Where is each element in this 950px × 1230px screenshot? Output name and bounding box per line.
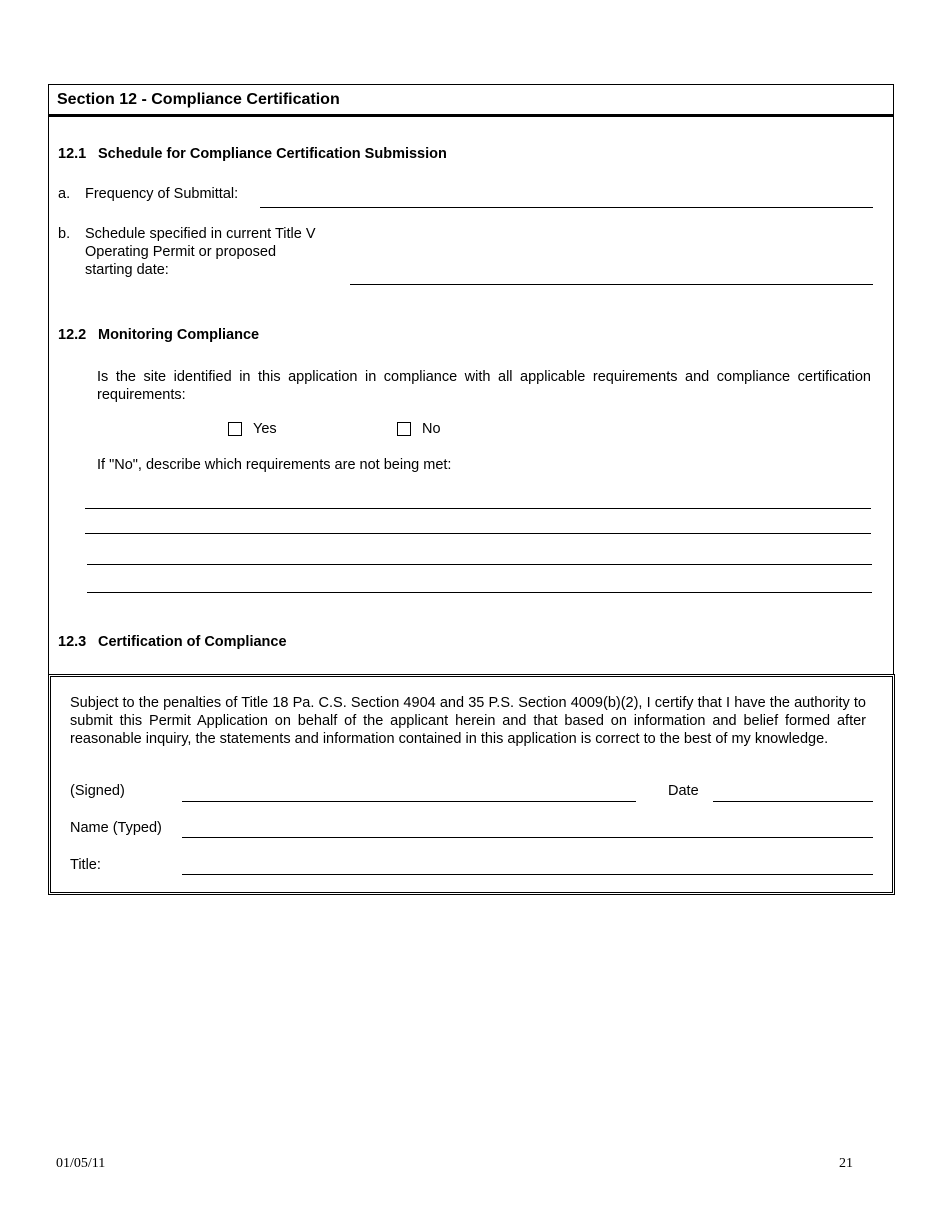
description-line-1: [85, 508, 871, 509]
item-b-letter: b.: [58, 226, 71, 242]
frequency-field-line: [260, 207, 873, 208]
heading-12-2-number: 12.2: [58, 327, 87, 343]
frequency-label: Frequency of Submittal:: [85, 186, 239, 202]
date-field[interactable]: [713, 781, 872, 801]
schedule-label-line1: Schedule specified in current Title V: [85, 226, 316, 242]
schedule-label-line2: Operating Permit or proposed: [85, 244, 277, 260]
heading-12-3: Certification of Compliance: [98, 634, 287, 650]
heading-12-1: Schedule for Compliance Certification Submission: [98, 146, 447, 162]
date-line: [713, 801, 873, 802]
certification-statement: Subject to the penalties of Title 18 Pa. C.S. Section 4904 and 35 P.S. Section 4009(b)(2), I certify that I have the authority to submit this Permit Application on behalf of the applicant herein and that based on information and belief formed after reasonable inquiry, the statements and information contained in this application is correct to the best of my knowledge.: [70, 695, 866, 747]
description-field-2[interactable]: [85, 515, 871, 533]
title-field[interactable]: [182, 854, 872, 874]
name-line: [182, 837, 873, 838]
description-field-3[interactable]: [87, 545, 871, 563]
signed-label: (Signed): [70, 783, 125, 799]
name-label: Name (Typed): [70, 820, 162, 836]
title-label: Title:: [70, 857, 101, 873]
heading-12-1-number: 12.1: [58, 146, 87, 162]
signature-field[interactable]: [182, 781, 635, 801]
schedule-field[interactable]: [350, 262, 872, 282]
frequency-field[interactable]: [260, 186, 872, 206]
description-line-2: [85, 533, 871, 534]
section-title: Section 12 - Compliance Certification: [57, 91, 340, 108]
description-line-3: [87, 564, 872, 565]
description-field-4[interactable]: [87, 574, 871, 592]
schedule-label-line3: starting date:: [85, 262, 169, 278]
no-checkbox[interactable]: [397, 422, 411, 436]
title-line: [182, 874, 873, 875]
date-label: Date: [668, 783, 699, 799]
yes-label: Yes: [253, 421, 277, 437]
yes-checkbox[interactable]: [228, 422, 242, 436]
heading-12-2: Monitoring Compliance: [98, 327, 260, 343]
name-field[interactable]: [182, 818, 872, 838]
no-label: No: [422, 421, 441, 437]
heading-12-3-number: 12.3: [58, 634, 87, 650]
section-title-bar: [48, 84, 894, 117]
description-line-4: [87, 592, 872, 593]
signature-line: [182, 801, 636, 802]
page-number: 21: [839, 1156, 853, 1171]
footer-date: 01/05/11: [56, 1156, 106, 1171]
item-a-letter: a.: [58, 186, 71, 202]
if-no-prompt: If "No", describe which requirements are not being met:: [97, 457, 452, 473]
schedule-field-line: [350, 284, 873, 285]
description-field-1[interactable]: [85, 490, 871, 508]
compliance-question: Is the site identified in this application in compliance with all applicable requirements and compliance certification requirements:: [97, 369, 871, 403]
